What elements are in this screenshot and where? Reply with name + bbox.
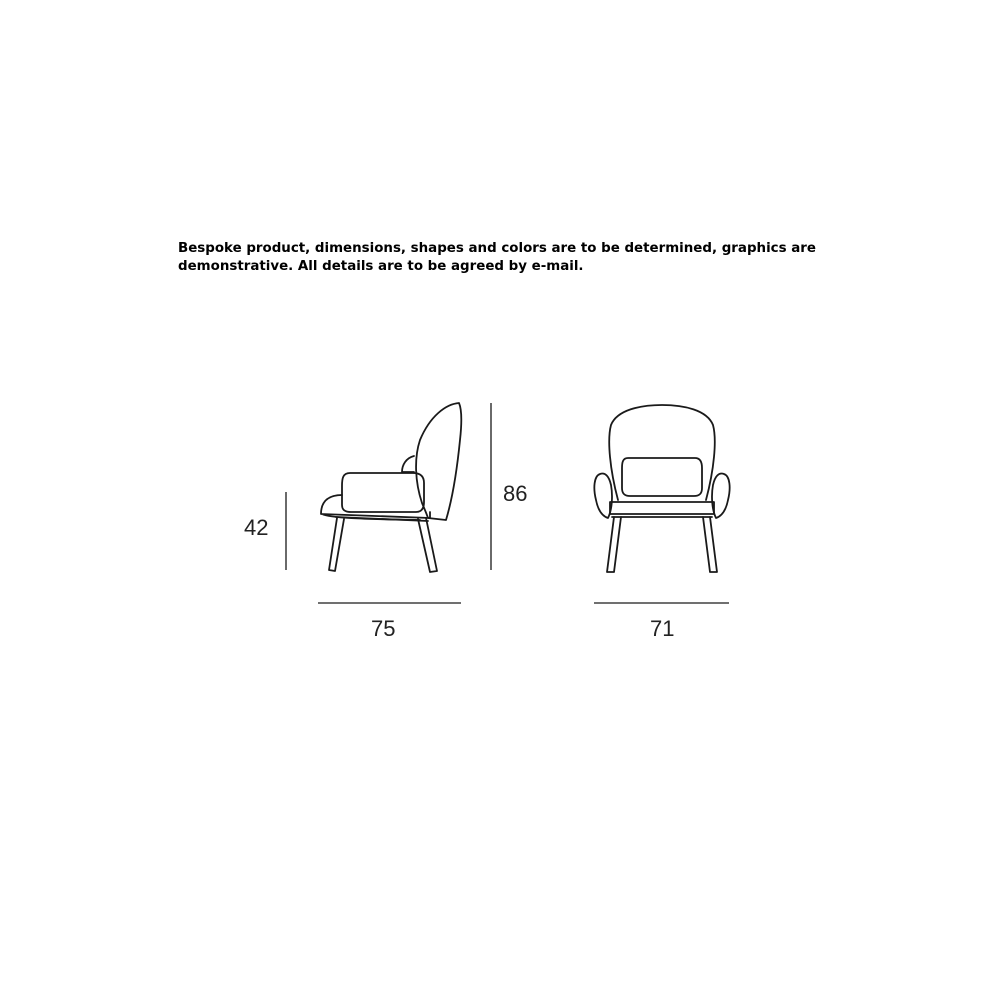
- front-left-leg: [607, 517, 621, 572]
- side-view-chair: [321, 403, 461, 572]
- side-front-leg: [329, 518, 344, 571]
- side-armrest: [342, 473, 424, 512]
- seat-height-label: 42: [244, 515, 269, 540]
- total-height-label: 86: [503, 481, 528, 506]
- disclaimer-line-2: demonstrative. All details are to be agreed by e-mail.: [178, 259, 584, 274]
- side-back-leg: [418, 518, 437, 572]
- front-seat: [610, 502, 714, 514]
- front-lumbar-cushion: [622, 458, 702, 496]
- disclaimer-line-1: Bespoke product, dimensions, shapes and colors are to be determined, graphics are: [178, 241, 816, 256]
- front-backrest: [609, 405, 715, 500]
- side-backrest: [416, 403, 461, 520]
- depth-label: 75: [371, 616, 396, 641]
- front-view-chair: [594, 405, 729, 572]
- width-label: 71: [650, 616, 675, 641]
- front-right-leg: [703, 517, 717, 572]
- side-back-cushion: [402, 456, 414, 472]
